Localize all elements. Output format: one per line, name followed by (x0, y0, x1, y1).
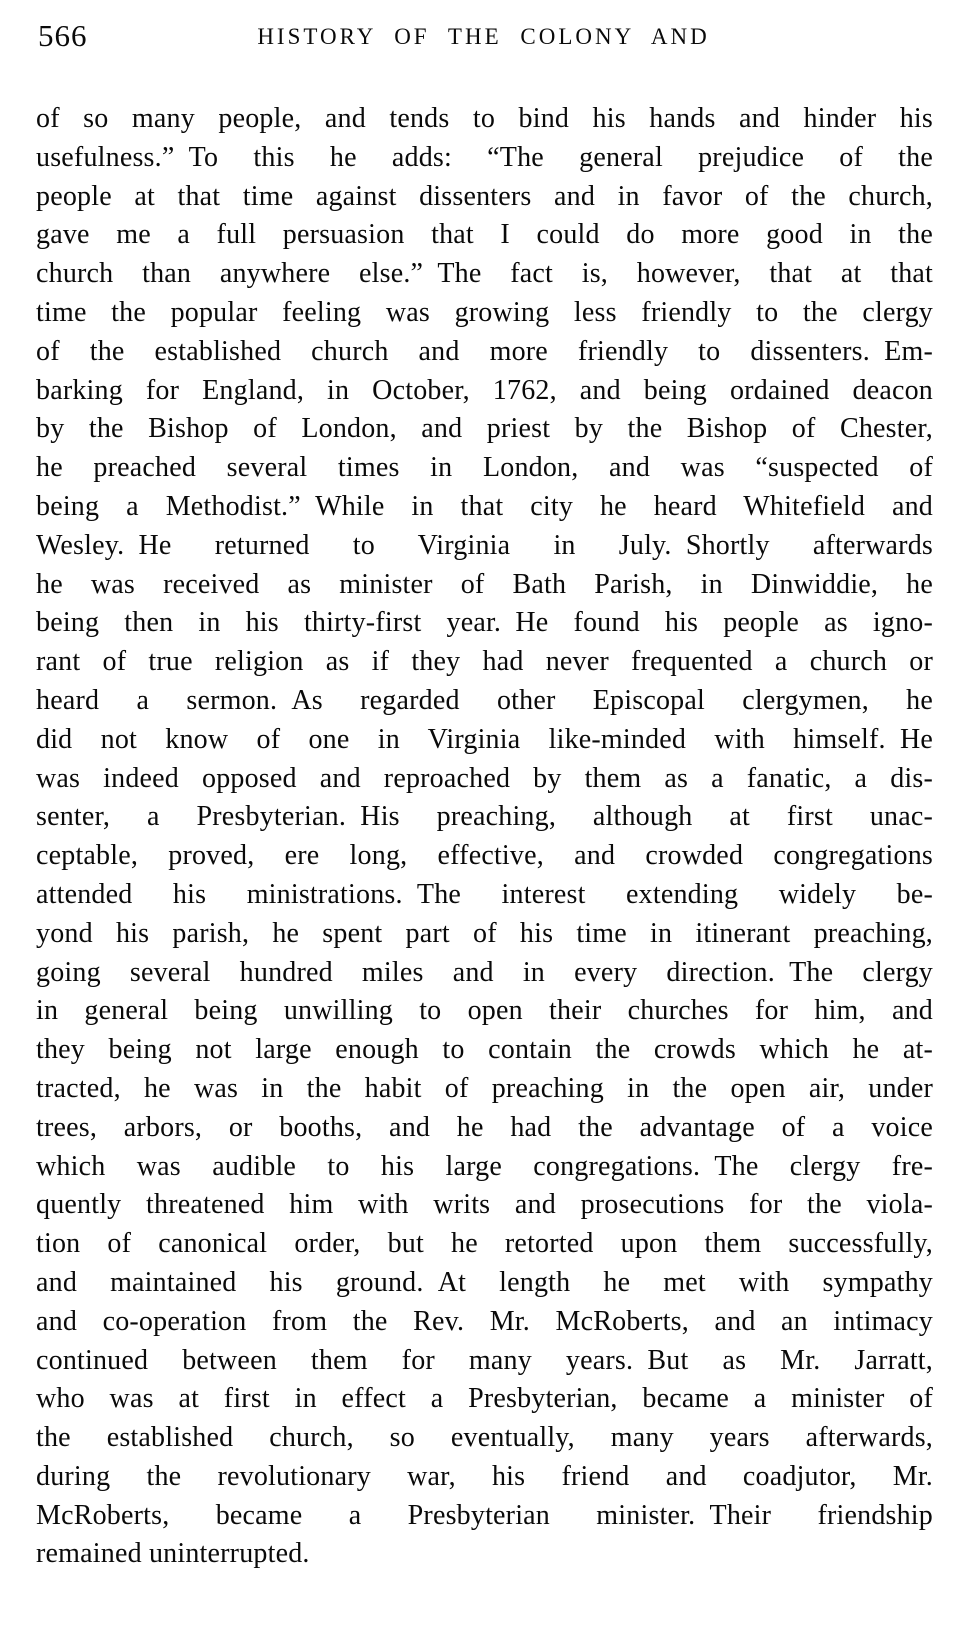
text-line: tracted, he was in the habit of preaching in the open air, under (36, 1072, 933, 1104)
text-line: attended his ministrations. The interest extending widely be- (36, 878, 933, 910)
page-number: 566 (38, 18, 88, 53)
text-line: in general being unwilling to open their churches for him, and (36, 995, 933, 1027)
text-line: during the revolutionary war, his friend and coadjutor, Mr. (36, 1460, 933, 1492)
text-line: people at that time against dissenters and in favor of the church, (36, 180, 933, 212)
text-line: trees, arbors, or booths, and he had the advantage of a voice (36, 1111, 933, 1143)
text-line: gave me a full persuasion that I could do more good in the (36, 219, 933, 251)
text-line: remained uninterrupted. (36, 1538, 310, 1570)
text-line: by the Bishop of London, and priest by the Bishop of Chester, (36, 413, 933, 445)
text-line: being then in his thirty-first year. He found his people as igno- (36, 607, 933, 639)
text-line: usefulness.” To this he adds: “The general prejudice of the (36, 141, 933, 173)
text-line: continued between them for many years. But as Mr. Jarratt, (36, 1344, 933, 1376)
text-line: heard a sermon. As regarded other Episcopal clergymen, he (36, 684, 933, 716)
text-line: did not know of one in Virginia like-minded with himself. He (36, 723, 933, 755)
text-line: rant of true religion as if they had never frequented a church or (36, 646, 933, 678)
body-text (36, 100, 933, 1574)
page-header (36, 18, 931, 60)
text-line: which was audible to his large congregations. The clergy fre- (36, 1150, 933, 1182)
text-line: church than anywhere else.” The fact is, however, that at that (36, 258, 933, 290)
text-line: McRoberts, became a Presbyterian minister. Their friendship (36, 1499, 933, 1531)
text-line: and maintained his ground. At length he met with sympathy (36, 1266, 933, 1298)
text-line: tion of canonical order, but he retorted upon them successfully, (36, 1228, 933, 1260)
text-line: barking for England, in October, 1762, and being ordained deacon (36, 374, 933, 406)
text-line: Wesley. He returned to Virginia in July. Shortly afterwards (36, 529, 933, 561)
text-line: he preached several times in London, and was “suspected of (36, 452, 933, 484)
text-line: time the popular feeling was growing less friendly to the clergy (36, 296, 933, 328)
running-title: HISTORY OF THE COLONY AND (257, 24, 710, 49)
text-line: being a Methodist.” While in that city he heard Whitefield and (36, 490, 933, 522)
text-line: they being not large enough to contain the crowds which he at- (36, 1034, 933, 1066)
text-line: and co-operation from the Rev. Mr. McRoberts, and an intimacy (36, 1305, 933, 1337)
text-line: quently threatened him with writs and prosecutions for the viola- (36, 1189, 933, 1221)
text-line: who was at first in effect a Presbyterian, became a minister of (36, 1383, 933, 1415)
text-line: going several hundred miles and in every direction. The clergy (36, 956, 933, 988)
text-line: ceptable, proved, ere long, effective, and crowded congregations (36, 840, 933, 872)
text-line: he was received as minister of Bath Parish, in Dinwiddie, he (36, 568, 933, 600)
text-line: yond his parish, he spent part of his time in itinerant preaching, (36, 917, 933, 949)
text-line: of so many people, and tends to bind his hands and hinder his (36, 103, 933, 134)
text-line: of the established church and more friendly to dissenters. Em- (36, 335, 933, 367)
text-line: the established church, so eventually, many years afterwards, (36, 1422, 933, 1454)
text-line: senter, a Presbyterian. His preaching, although at first unac- (36, 801, 933, 833)
text-line: was indeed opposed and reproached by them as a fanatic, a dis- (36, 762, 933, 794)
